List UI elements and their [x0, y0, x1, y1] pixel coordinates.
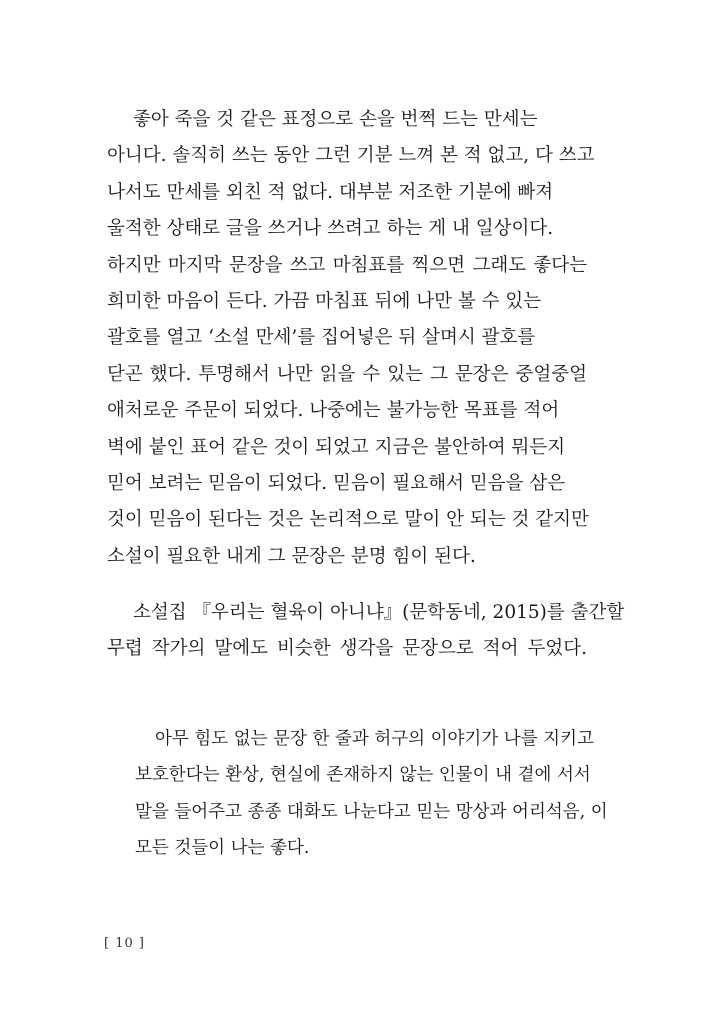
text-line: 소설이 필요한 내게 그 문장은 분명 힘이 된다.	[107, 545, 476, 567]
text-line: 괄호를 열고 ‘소설 만세’를 집어넣은 뒤 살며시 괄호를	[107, 327, 536, 349]
quote-line: 보호한다는 환상, 현실에 존재하지 않는 인물이 내 곁에 서서	[135, 765, 591, 786]
body-paragraph-1	[107, 102, 595, 575]
text-line: 믿어 보려는 믿음이 되었다. 믿음이 필요해서 믿음을 삼은	[107, 472, 566, 494]
text-line: 하지만 마지막 문장을 쓰고 마침표를 찍으면 그래도 좋다는	[107, 254, 587, 276]
quote-line: 말을 들어주고 종종 대화도 나눈다고 믿는 망상과 어리석음, 이	[135, 801, 608, 822]
quote-line: 모든 것들이 나는 좋다.	[135, 838, 310, 859]
text-line: 울적한 상태로 글을 쓰거나 쓰려고 하는 게 내 일상이다.	[107, 218, 554, 240]
text-line: 좋아 죽을 것 같은 표정으로 손을 번쩍 드는 만세는	[133, 109, 538, 130]
text-line: 나서도 만세를 외친 적 없다. 대부분 저조한 기분에 빠져	[107, 181, 554, 203]
quote-line: 아무 힘도 없는 문장 한 줄과 허구의 이야기가 나를 지키고	[155, 729, 594, 749]
text-line: 무렵 작가의 말에도 비슷한 생각을 문장으로 적어 두었다.	[107, 638, 587, 660]
block-quote	[135, 721, 608, 867]
page-number: [ 10 ]	[104, 936, 145, 951]
body-paragraph-2	[107, 595, 625, 668]
text-line: 벽에 붙인 표어 같은 것이 되었고 지금은 불안하여 뭐든지	[107, 436, 566, 458]
text-line: 것이 믿음이 된다는 것은 논리적으로 말이 안 되는 것 같지만	[107, 509, 589, 531]
text-line: 닫곤 했다. 투명해서 나만 읽을 수 있는 그 문장은 중얼중얼	[107, 363, 587, 385]
text-line: 애처로운 주문이 되었다. 나중에는 불가능한 목표를 적어	[107, 400, 560, 422]
text-line: 희미한 마음이 든다. 가끔 마침표 뒤에 나만 볼 수 있는	[107, 290, 542, 312]
text-line: 소설집 『우리는 혈육이 아니냐』(문학동네, 2015)를 출간할	[133, 602, 625, 623]
text-line: 아니다. 솔직히 쓰는 동안 그런 기분 느껴 본 적 없고, 다 쓰고	[107, 145, 595, 167]
